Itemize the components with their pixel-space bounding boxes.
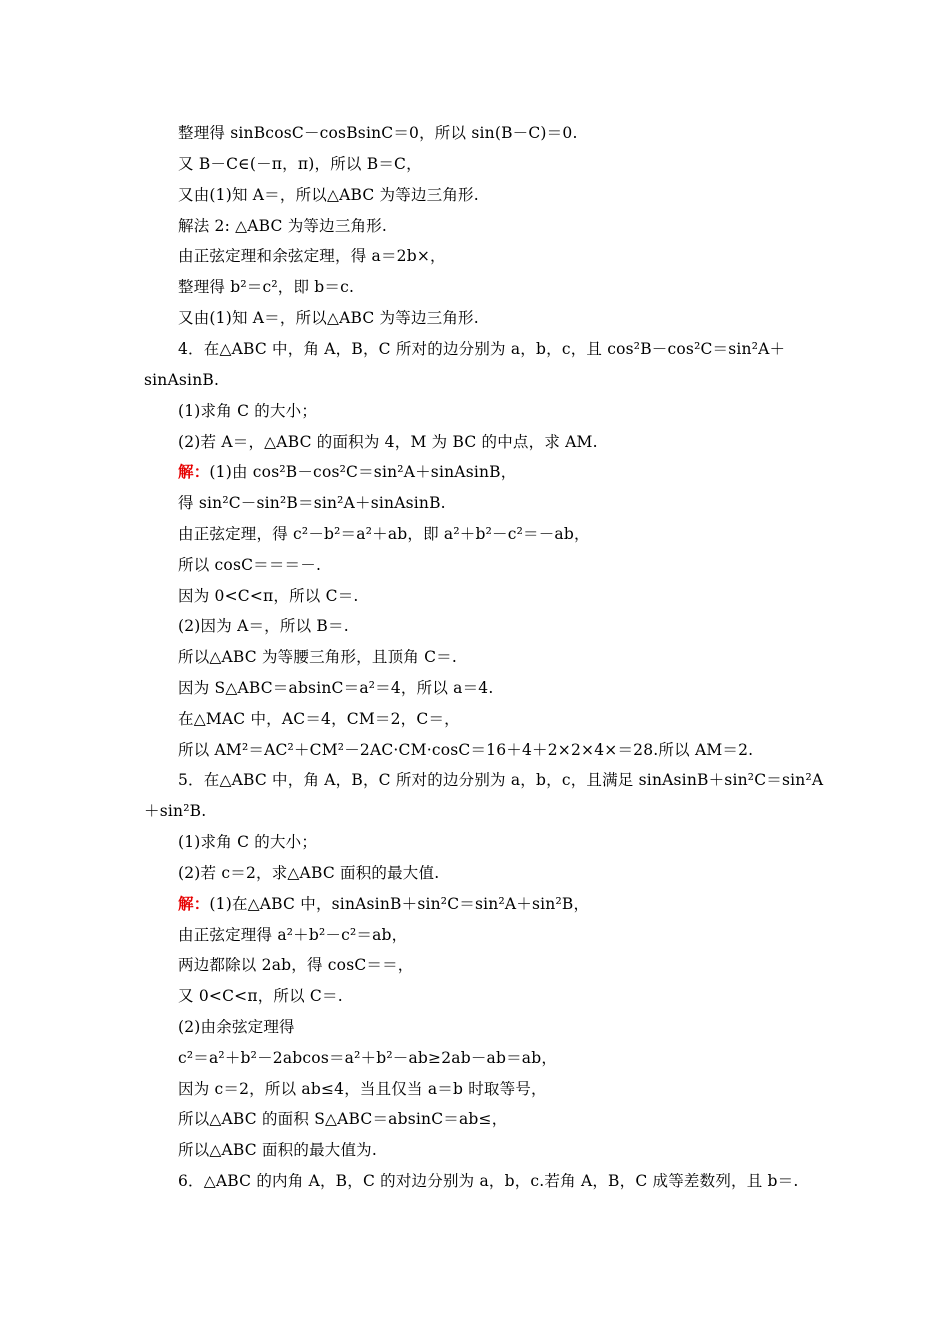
question-4-continuation: sinAsinB. [144,371,220,389]
text-line: 所以△ABC 为等腰三角形，且顶角 C＝. [178,648,457,666]
text-line: 由正弦定理，得 c²－b²＝a²＋ab，即 a²＋b²－c²＝－ab， [178,525,590,543]
question-5-continuation: ＋sin²B. [144,802,207,820]
solution-label: 解： [178,894,210,913]
text-line: 又由(1)知 A＝，所以△ABC 为等边三角形. [178,186,479,204]
solution-line [178,462,516,482]
text-line: (2)若 A＝，△ABC 的面积为 4，M 为 BC 的中点，求 AM. [178,433,598,451]
text-line: 所以 cosC＝＝＝－. [178,556,322,574]
text-line: 整理得 sinBcosC－cosBsinC＝0，所以 sin(B－C)＝0. [178,124,578,142]
question-4-line: 4．在△ABC 中，角 A，B，C 所对的边分别为 a，b，c，且 cos²B－cos²C＝sin²A＋ [178,340,786,358]
text-line: 由正弦定理得 a²＋b²－c²＝ab， [178,926,408,944]
solution-text: (1)由 cos²B－cos²C＝sin²A＋sinAsinB， [209,463,517,481]
text-line: 整理得 b²＝c²，即 b＝c. [178,278,355,296]
text-line: 因为 0<C<π，所以 C＝. [178,587,359,605]
solution-label: 解： [178,462,210,481]
text-line: (2)由余弦定理得 [178,1018,295,1036]
text-line: (1)求角 C 的大小； [178,402,318,420]
text-line: 由正弦定理和余弦定理，得 a＝2b×， [178,247,446,265]
text-line: 在△MAC 中，AC＝4，CM＝2，C＝， [178,710,460,728]
text-line: (2)因为 A＝，所以 B＝. [178,617,349,635]
text-line: 又 B－C∈(－π，π)，所以 B＝C， [178,155,422,173]
text-line: 因为 c＝2，所以 ab≤4，当且仅当 a＝b 时取等号， [178,1080,547,1098]
text-line: 又由(1)知 A＝，所以△ABC 为等边三角形. [178,309,479,327]
text-line: 得 sin²C－sin²B＝sin²A＋sinAsinB. [178,494,446,512]
solution-text: (1)在△ABC 中，sinAsinB＋sin²C＝sin²A＋sin²B， [209,895,590,913]
text-line: 所以△ABC 的面积 S△ABC＝absinC＝ab≤， [178,1110,508,1128]
question-5-line: 5．在△ABC 中，角 A，B，C 所对的边分别为 a，b，c，且满足 sinAsinB＋sin²C＝sin²A [178,771,824,789]
text-line: (1)求角 C 的大小； [178,833,318,851]
text-line: 因为 S△ABC＝absinC＝a²＝4，所以 a＝4. [178,679,494,697]
text-line: 两边都除以 2ab，得 cosC＝＝， [178,956,414,974]
text-line: 解法 2: △ABC 为等边三角形. [178,217,388,235]
question-6-line: 6．△ABC 的内角 A，B，C 的对边分别为 a，b，c.若角 A，B，C 成等差数列，且 b＝. [178,1172,799,1190]
solution-line [178,894,589,914]
text-line: 又 0<C<π，所以 C＝. [178,987,343,1005]
text-line: c²＝a²＋b²－2abcos＝a²＋b²－ab≥2ab－ab＝ab， [178,1049,558,1067]
text-line: 所以 AM²＝AC²＋CM²－2AC·CM·cosC＝16＋4＋2×2×4×＝28.所以 AM＝2. [178,741,754,759]
text-line: 所以△ABC 面积的最大值为. [178,1141,378,1159]
text-line: (2)若 c＝2，求△ABC 面积的最大值. [178,864,440,882]
